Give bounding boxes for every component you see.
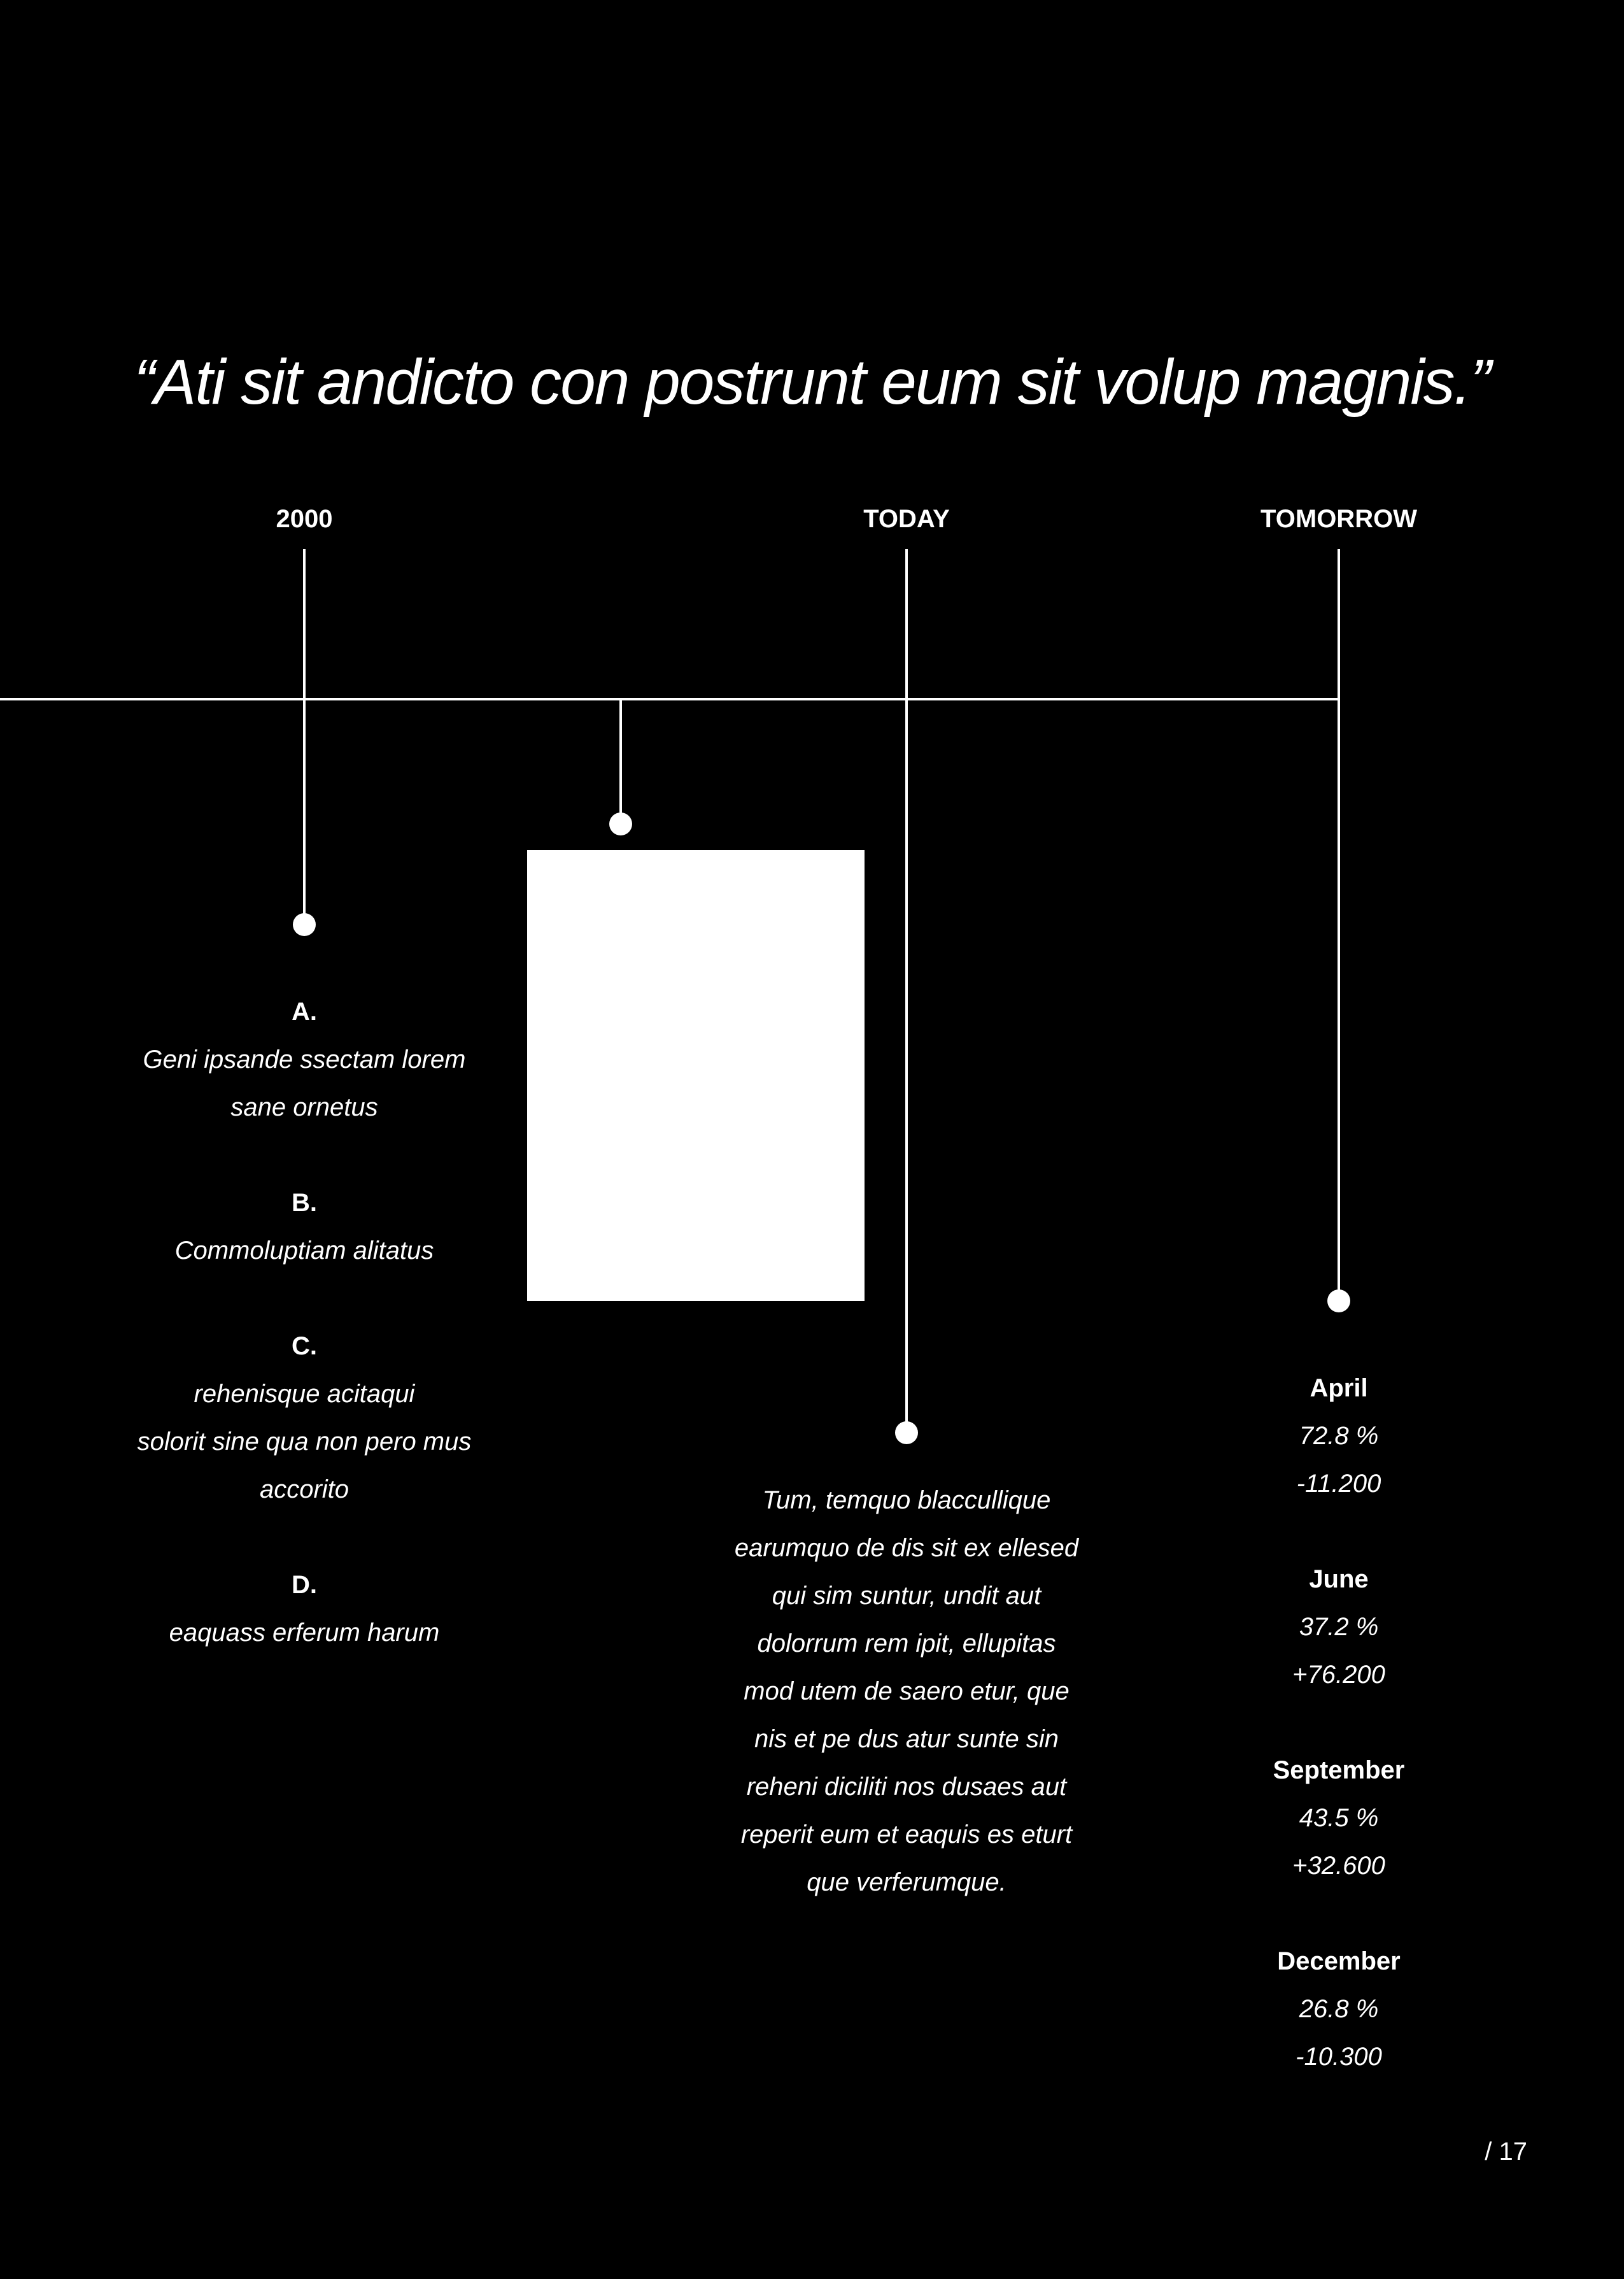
today-paragraph (709, 1477, 1104, 1906)
list-item-label: C. (292, 1332, 317, 1360)
monthly-stats (1199, 1365, 1479, 2081)
stat-month: September (1273, 1756, 1405, 1784)
timeline-connector-today (905, 549, 908, 1434)
timeline-dot-today (895, 1421, 918, 1444)
list-item-text: solorit sine qua non pero mus (137, 1428, 472, 1456)
stat-change: +76.200 (1292, 1661, 1385, 1689)
timeline-connector-tomorrow (1338, 549, 1340, 1300)
list-item-label: B. (292, 1189, 317, 1217)
paragraph-line: reheni diciliti nos dusaes aut (746, 1773, 1067, 1801)
stat-change: -10.300 (1296, 2043, 1382, 2071)
stat-percent: 72.8 % (1299, 1422, 1379, 1450)
stat-group-april (1199, 1365, 1479, 1508)
stat-month: December (1277, 1947, 1401, 1975)
list-item-text: eaquass erferum harum (169, 1619, 440, 1647)
list-item-text: rehenisque acitaqui (194, 1380, 415, 1408)
list-item-text: accorito (259, 1475, 350, 1503)
stat-change: -11.200 (1296, 1470, 1381, 1498)
paragraph-line: qui sim suntur, undit aut (772, 1582, 1041, 1610)
timeline-heading-2000: 2000 (276, 505, 333, 533)
milestone-list (107, 988, 502, 1657)
paragraph-line: nis et pe dus atur sunte sin (754, 1725, 1059, 1753)
image-placeholder (527, 850, 865, 1301)
timeline-axis-line (0, 698, 1340, 700)
stat-group-december (1199, 1938, 1479, 2081)
list-item-c (107, 1323, 502, 1514)
paragraph-line: Tum, temquo blaccullique (762, 1486, 1051, 1514)
timeline-dot-tomorrow (1327, 1289, 1350, 1312)
list-item-text: Commoluptiam alitatus (174, 1237, 434, 1265)
timeline-connector-2000 (303, 549, 306, 925)
paragraph-line: que verferumque. (807, 1868, 1006, 1896)
stat-change: +32.600 (1292, 1852, 1385, 1880)
stat-group-september (1199, 1747, 1479, 1890)
timeline-dot-2000 (293, 913, 316, 936)
stat-percent: 26.8 % (1299, 1995, 1379, 2023)
paragraph-line: mod utem de saero etur, que (744, 1677, 1070, 1705)
paragraph-line: earumquo de dis sit ex ellesed (734, 1534, 1079, 1562)
stat-percent: 37.2 % (1299, 1613, 1379, 1641)
stat-percent: 43.5 % (1299, 1804, 1379, 1832)
stat-month: April (1310, 1374, 1368, 1402)
list-item-b (107, 1179, 502, 1275)
list-item-label: D. (292, 1571, 317, 1599)
timeline-dot-image (609, 813, 632, 835)
list-item-label: A. (292, 998, 317, 1026)
list-item-text: Geni ipsande ssectam lorem (143, 1046, 466, 1074)
page-number: / 17 (1485, 2138, 1527, 2166)
paragraph-line: dolorrum rem ipit, ellupitas (757, 1629, 1056, 1658)
timeline-heading-today: TODAY (863, 505, 950, 533)
timeline-heading-tomorrow: TOMORROW (1260, 505, 1417, 533)
stat-month: June (1309, 1565, 1369, 1593)
list-item-a (107, 988, 502, 1132)
list-item-d (107, 1561, 502, 1657)
pull-quote: “Ati sit andicto con postrunt eum sit volup magnis.” (134, 346, 1490, 418)
paragraph-line: reperit eum et eaquis es eturt (740, 1821, 1073, 1849)
stat-group-june (1199, 1556, 1479, 1699)
timeline-connector-image (619, 699, 622, 825)
list-item-text: sane ornetus (230, 1093, 378, 1121)
